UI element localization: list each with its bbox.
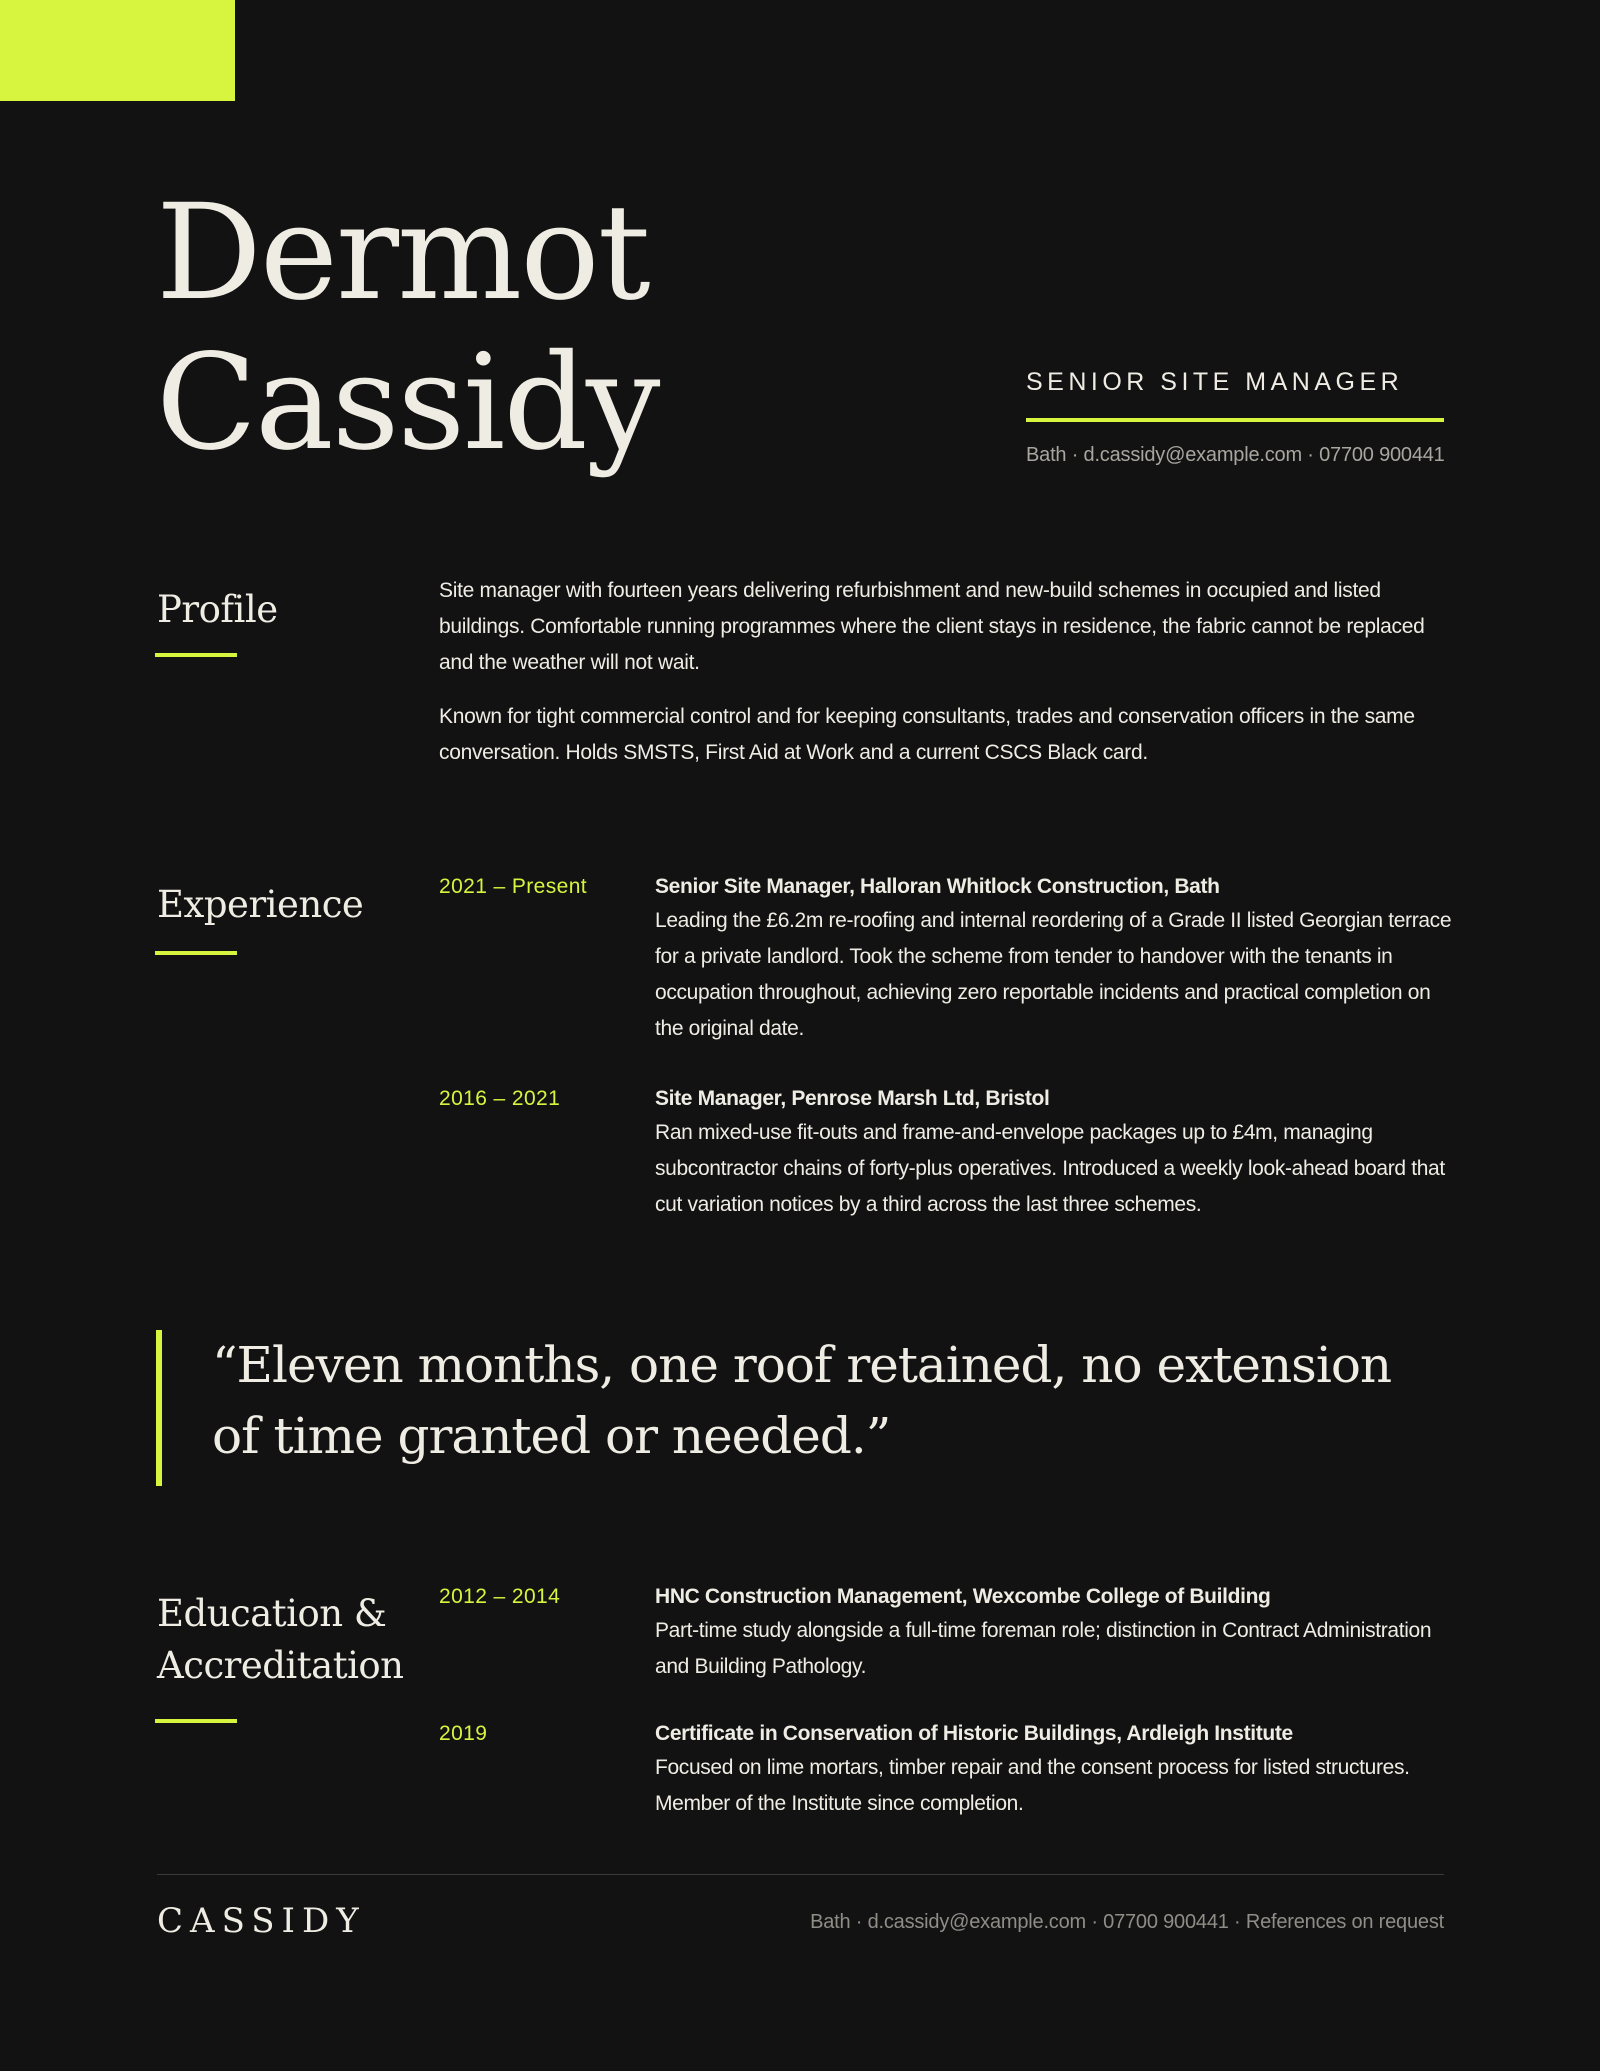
footer-contact: Bath · d.cassidy@example.com · 07700 900441 · References on request	[810, 1911, 1444, 1933]
entry-body	[655, 1719, 1455, 1822]
job-title: SENIOR SITE MANAGER	[1026, 368, 1404, 396]
profile-text	[439, 573, 1449, 789]
pull-quote	[156, 1330, 1452, 1486]
first-name: Dermot	[156, 176, 649, 330]
entry-title: Senior Site Manager, Halloran Whitlock Construction, Bath	[655, 875, 1220, 898]
education-rule	[155, 1719, 237, 1723]
entry-title: Certificate in Conservation of Historic Buildings, Ardleigh Institute	[655, 1722, 1293, 1745]
entry-body	[655, 1582, 1455, 1685]
footer-divider	[157, 1874, 1444, 1875]
education-heading	[157, 1588, 404, 1692]
entry-description: Focused on lime mortars, timber repair and the consent process for listed structures. Member of the Institute since completion.	[655, 1756, 1410, 1815]
education-heading-line: Education &	[157, 1592, 387, 1635]
entry-date: 2021 – Present	[439, 875, 588, 898]
entry-description: Ran mixed-use fit-outs and frame-and-envelope packages up to £4m, managing subcontractor chains of forty-plus operatives. Introduced a weekly look-ahead board that cut variation notices by a third across the last three schemes.	[655, 1121, 1445, 1216]
entry-date: 2012 – 2014	[439, 1585, 561, 1608]
entry-description: Leading the £6.2m re-roofing and internal reordering of a Grade II listed Georgian terrace for a private landlord. Took the scheme from tender to handover with the tenants in occupation throughout, achieving zero reportable incidents and practical completion on the original date.	[655, 909, 1452, 1040]
quote-text: “Eleven months, one roof retained, no extension of time granted or needed.”	[212, 1336, 1392, 1465]
entry-title: Site Manager, Penrose Marsh Ltd, Bristol	[655, 1087, 1050, 1110]
experience-rule	[155, 951, 237, 955]
role-block	[1026, 364, 1444, 467]
profile-paragraph: Known for tight commercial control and for keeping consultants, trades and conservation officers in the same conversation. Holds SMSTS, First Aid at Work and a current CSCS Black card.	[439, 705, 1415, 764]
entry-body	[655, 872, 1455, 1047]
experience-heading: Experience	[157, 883, 364, 926]
entry-title: HNC Construction Management, Wexcombe College of Building	[655, 1585, 1271, 1608]
profile-paragraph: Site manager with fourteen years delivering refurbishment and new-build schemes in occupied and listed buildings. Comfortable running programmes where the client stays in residence, the fabric cannot be replaced and the weather will not wait.	[439, 579, 1425, 674]
header-contact: Bath · d.cassidy@example.com · 07700 900441	[1026, 444, 1445, 466]
candidate-name	[156, 178, 658, 478]
education-heading-line: Accreditation	[157, 1644, 404, 1687]
accent-block	[0, 0, 235, 101]
last-name: Cassidy	[156, 326, 659, 480]
entry-date: 2019	[439, 1722, 488, 1745]
profile-heading: Profile	[157, 588, 278, 631]
role-divider	[1026, 418, 1444, 422]
footer-brand: CASSIDY	[157, 1901, 366, 1941]
profile-rule	[155, 653, 237, 657]
entry-body	[655, 1084, 1455, 1223]
entry-date: 2016 – 2021	[439, 1087, 561, 1110]
entry-description: Part-time study alongside a full-time foreman role; distinction in Contract Administration and Building Pathology.	[655, 1619, 1432, 1678]
